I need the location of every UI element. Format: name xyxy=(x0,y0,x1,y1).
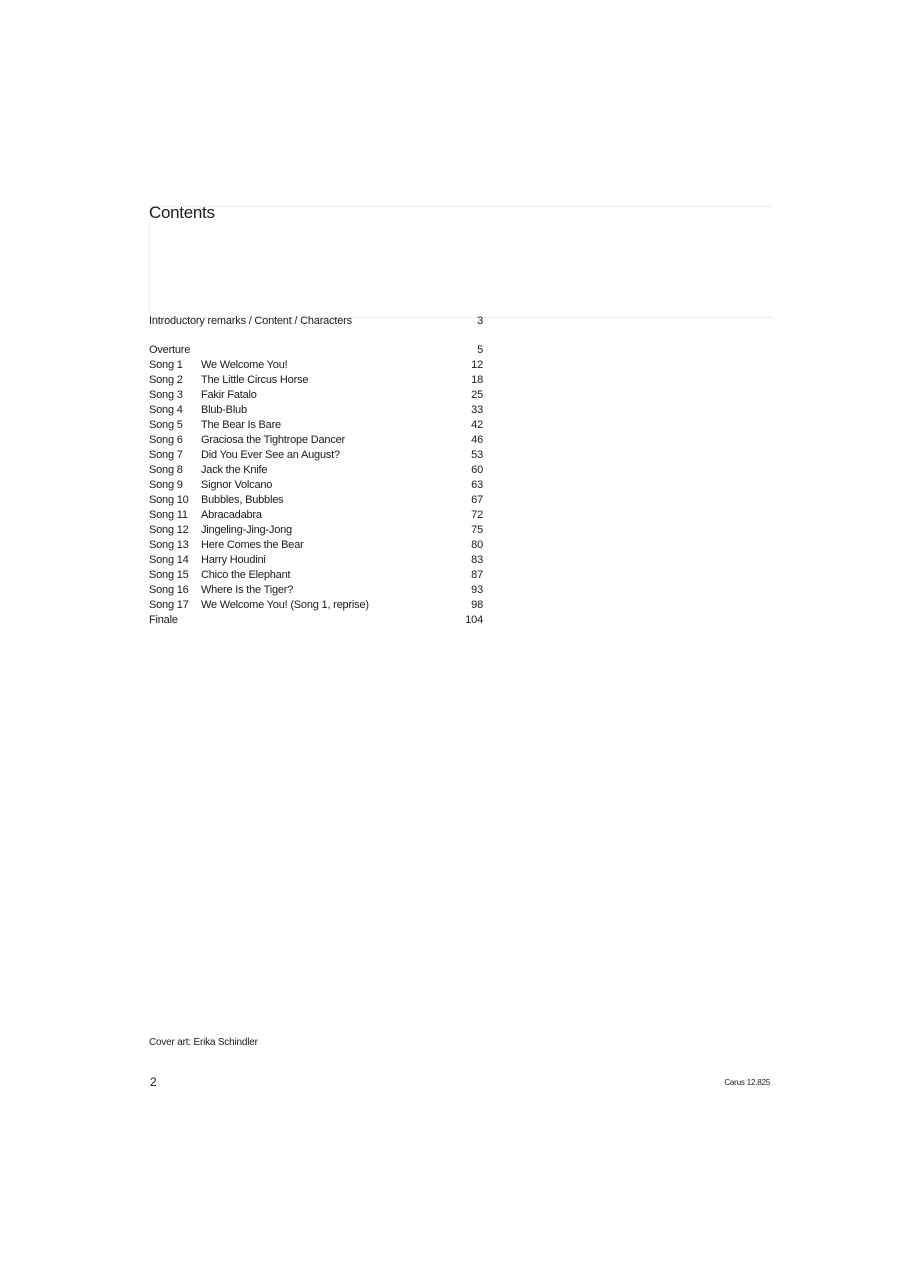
toc-entry-number: Song 8 xyxy=(149,464,183,476)
toc-entry-number: Song 15 xyxy=(149,569,189,581)
toc-entry-number: Song 12 xyxy=(149,524,189,536)
toc-entry-title: Jack the Knife xyxy=(201,464,268,476)
toc-entry-page: 18 xyxy=(471,374,483,386)
toc-entry-page: 87 xyxy=(471,569,483,581)
toc-entry-number: Song 16 xyxy=(149,584,189,596)
toc-entry-title: We Welcome You! (Song 1, reprise) xyxy=(201,599,369,611)
toc-entry-page: 63 xyxy=(471,479,483,491)
toc-entry-title: Bubbles, Bubbles xyxy=(201,494,284,506)
toc-entry-page: 60 xyxy=(471,464,483,476)
toc-entry-page: 42 xyxy=(471,419,483,431)
toc-entry-page: 75 xyxy=(471,524,483,536)
toc-entry-number: Song 11 xyxy=(149,509,188,521)
toc-entry xyxy=(149,599,483,614)
toc-entry-title: The Bear Is Bare xyxy=(201,419,281,431)
toc-entry-page: 93 xyxy=(471,584,483,596)
cover-art-credit: Cover art: Erika Schindler xyxy=(149,1037,258,1048)
toc-entry-page: 67 xyxy=(471,494,483,506)
toc-entry-number: Song 4 xyxy=(149,404,183,416)
toc-entry-page: 25 xyxy=(471,389,483,401)
toc-entry-title: Here Comes the Bear xyxy=(201,539,304,551)
toc-entry-title: Signor Volcano xyxy=(201,479,273,491)
toc-entry-number: Song 13 xyxy=(149,539,189,551)
toc-entry-number: Song 9 xyxy=(149,479,183,491)
toc-entry-number: Song 17 xyxy=(149,599,189,611)
toc-entry xyxy=(149,404,483,419)
toc-entry-title: Where Is the Tiger? xyxy=(201,584,294,596)
toc-entry-number: Song 1 xyxy=(149,359,183,371)
toc-entry xyxy=(149,494,483,509)
toc-entry-title: Abracadabra xyxy=(201,509,262,521)
heading-frame xyxy=(149,206,772,318)
toc-entry xyxy=(149,389,483,404)
toc-entry xyxy=(149,344,483,359)
toc-entry xyxy=(149,479,483,494)
page-number: 2 xyxy=(150,1075,157,1089)
toc-intro-row xyxy=(149,315,483,330)
toc-entry-number: Song 3 xyxy=(149,389,183,401)
toc-entry-title: Chico the Elephant xyxy=(201,569,291,581)
toc-entry xyxy=(149,614,483,629)
toc-entry-page: 72 xyxy=(471,509,483,521)
toc-entry-number: Song 6 xyxy=(149,434,183,446)
toc-entry-page: 98 xyxy=(471,599,483,611)
toc-entry-title: We Welcome You! xyxy=(201,359,288,371)
toc-entry-page: 80 xyxy=(471,539,483,551)
toc-entry xyxy=(149,554,483,569)
toc-entry-number: Song 7 xyxy=(149,449,183,461)
toc-intro-title: Introductory remarks / Content / Characters xyxy=(149,315,352,327)
toc-entry-page: 46 xyxy=(471,434,483,446)
toc-entry-title: Graciosa the Tightrope Dancer xyxy=(201,434,345,446)
toc-entry xyxy=(149,434,483,449)
toc-entry-number: Song 10 xyxy=(149,494,189,506)
toc-entry-number: Song 14 xyxy=(149,554,189,566)
toc-entry-title: Finale xyxy=(149,614,178,626)
toc-entry-title: Overture xyxy=(149,344,191,356)
toc-entry xyxy=(149,509,483,524)
page-title: Contents xyxy=(149,203,215,222)
table-of-contents xyxy=(149,344,483,629)
toc-entry-title: The Little Circus Horse xyxy=(201,374,309,386)
toc-entry xyxy=(149,539,483,554)
catalog-number: Carus 12.825 xyxy=(724,1078,770,1087)
toc-entry xyxy=(149,584,483,599)
toc-entry-page: 104 xyxy=(465,614,483,626)
toc-entry xyxy=(149,374,483,389)
toc-entry xyxy=(149,419,483,434)
toc-entry xyxy=(149,359,483,374)
toc-entry xyxy=(149,569,483,584)
toc-entry-number: Song 5 xyxy=(149,419,183,431)
toc-entry xyxy=(149,464,483,479)
toc-entry-page: 5 xyxy=(477,344,483,356)
toc-entry-title: Blub-Blub xyxy=(201,404,247,416)
toc-entry-title: Jingeling-Jing-Jong xyxy=(201,524,292,536)
toc-entry xyxy=(149,524,483,539)
toc-entry-page: 83 xyxy=(471,554,483,566)
toc-entry-page: 12 xyxy=(471,359,483,371)
toc-entry xyxy=(149,449,483,464)
toc-entry-page: 33 xyxy=(471,404,483,416)
toc-entry-number: Song 2 xyxy=(149,374,183,386)
toc-entry-page: 53 xyxy=(471,449,483,461)
toc-entry-title: Fakir Fatalo xyxy=(201,389,257,401)
toc-entry-title: Harry Houdini xyxy=(201,554,266,566)
toc-intro-page: 3 xyxy=(477,315,483,327)
toc-entry-title: Did You Ever See an August? xyxy=(201,449,340,461)
